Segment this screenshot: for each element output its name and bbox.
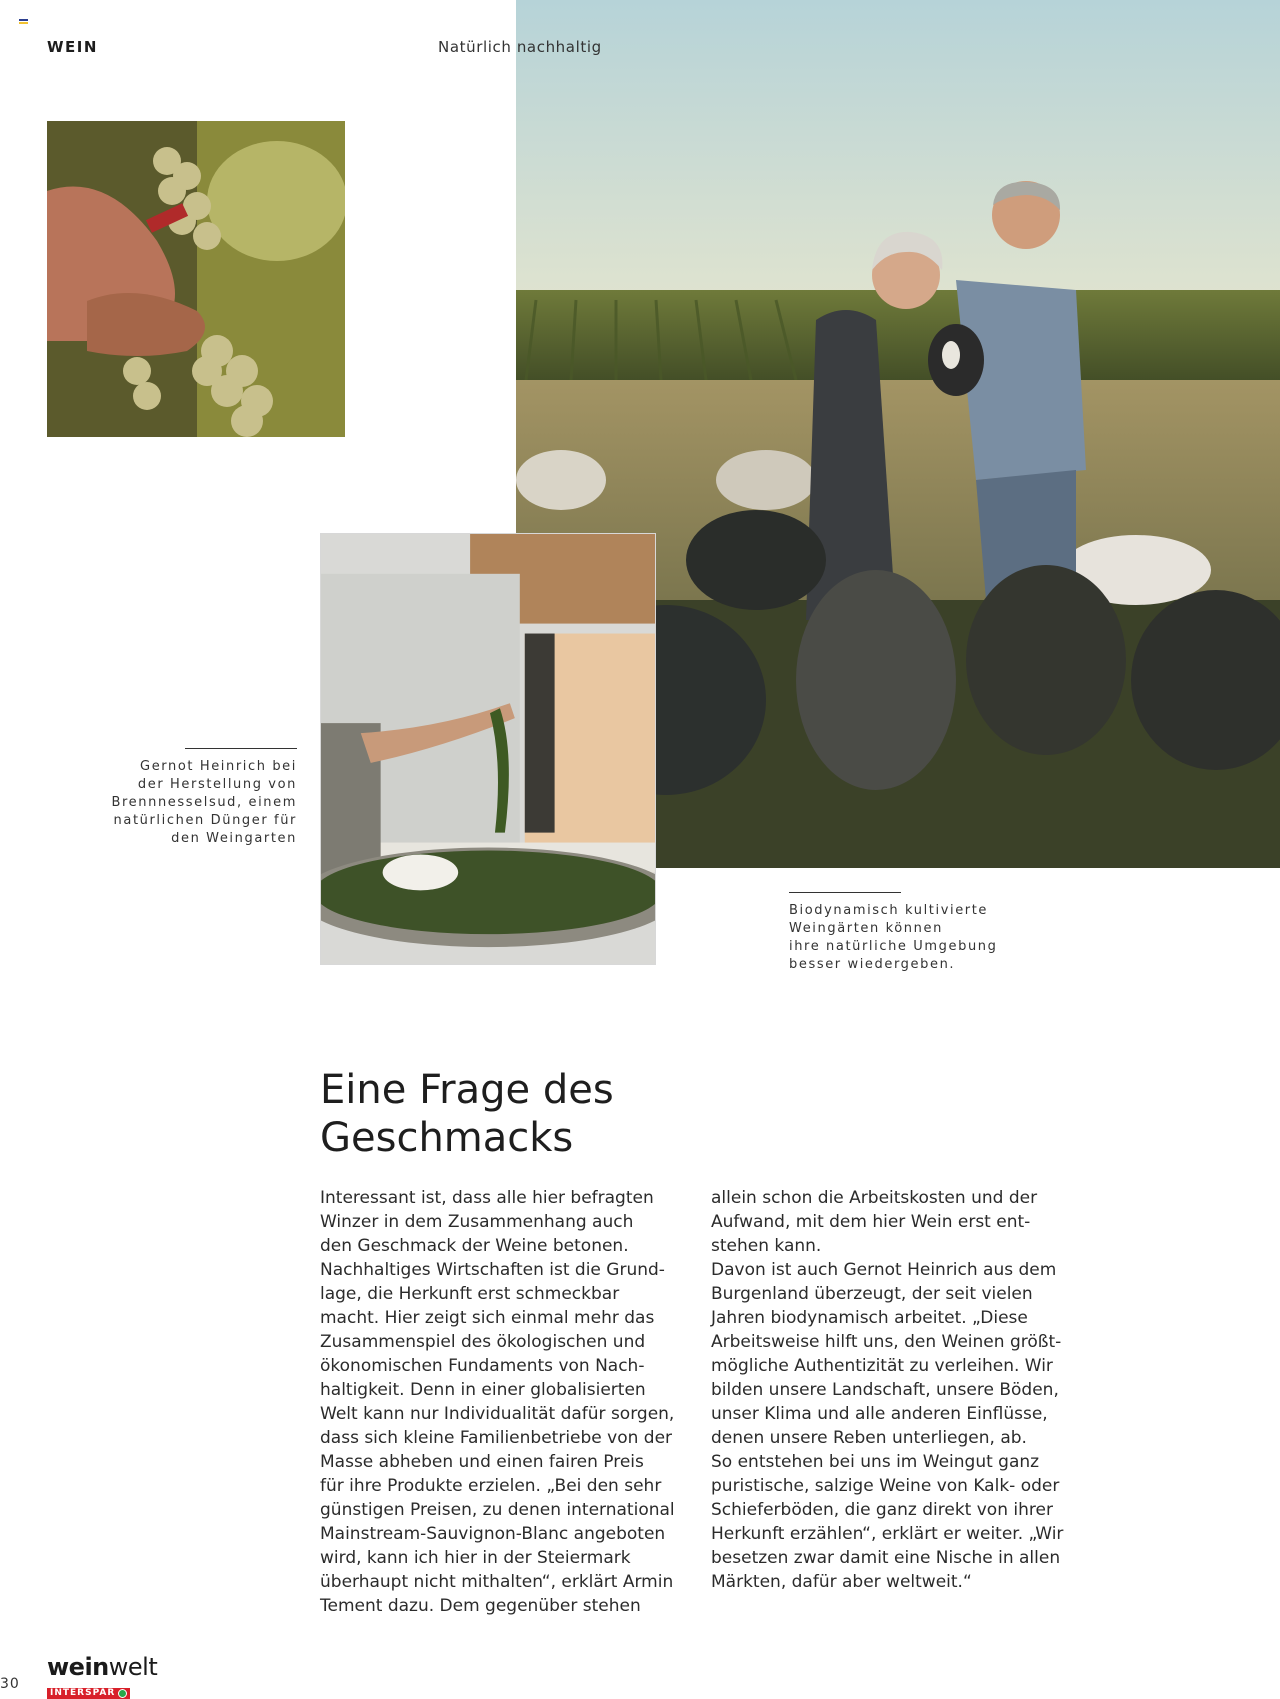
- text-line: für ihre Produkte erzielen. „Bei den sehr: [320, 1476, 662, 1496]
- caption-rule: [185, 748, 297, 749]
- page-number: 30: [0, 1676, 20, 1692]
- text-line: Märkten, dafür aber weltweit.“: [711, 1572, 972, 1592]
- text-line: Zusammenspiel des ökologischen und: [320, 1332, 646, 1352]
- caption-line: natürlichen Dünger für: [113, 813, 297, 828]
- text-line: So entstehen bei uns im Weingut ganz: [711, 1452, 1040, 1472]
- text-line: bilden unsere Landschaft, unsere Böden,: [711, 1380, 1059, 1400]
- interspar-badge: [47, 1688, 130, 1699]
- section-label: WEIN: [47, 38, 98, 56]
- caption-nettle: [96, 758, 297, 848]
- text-line: Arbeitsweise hilft uns, den Weinen größt-: [711, 1332, 1062, 1352]
- text-line: Herkunft erzählen“, erklärt er weiter. „Wir: [711, 1524, 1064, 1544]
- text-line: dass sich kleine Familienbetriebe von der: [320, 1428, 673, 1448]
- text-line: Schieferböden, die ganz direkt von ihrer: [711, 1500, 1053, 1520]
- text-line: Winzer in dem Zusammenhang auch: [320, 1212, 634, 1232]
- text-line: wird, kann ich hier in der Steiermark: [320, 1548, 631, 1568]
- text-line: Aufwand, mit dem hier Wein erst ent-: [711, 1212, 1031, 1232]
- caption-line: Weingärten können: [789, 921, 943, 936]
- caption-line: Gernot Heinrich bei: [140, 759, 297, 774]
- article-heading: [320, 1066, 840, 1162]
- text-line: denen unsere Reben unterliegen, ab.: [711, 1428, 1027, 1448]
- text-line: ökonomischen Fundaments von Nach-: [320, 1356, 645, 1376]
- caption-line: den Weingarten: [171, 831, 297, 846]
- text-line: Welt kann nur Individualität dafür sorgen,: [320, 1404, 675, 1424]
- grapes-photo: [47, 121, 345, 437]
- text-line: puristische, salzige Weine von Kalk- oder: [711, 1476, 1060, 1496]
- flag-icon: [19, 19, 28, 26]
- text-line: allein schon die Arbeitskosten und der: [711, 1188, 1038, 1208]
- heading-line: Geschmacks: [320, 1115, 574, 1161]
- text-line: Davon ist auch Gernot Heinrich aus dem: [711, 1260, 1057, 1280]
- article-column-right: [711, 1186, 1081, 1594]
- text-line: Tement dazu. Dem gegenüber stehen: [320, 1596, 641, 1616]
- text-line: macht. Hier zeigt sich einmal mehr das: [320, 1308, 655, 1328]
- caption-line: Brennnesselsud, einem: [111, 795, 297, 810]
- text-line: mögliche Authentizität zu verleihen. Wir: [711, 1356, 1053, 1376]
- running-title: Natürlich nachhaltig: [438, 38, 602, 56]
- text-line: stehen kann.: [711, 1236, 822, 1256]
- caption-line: Biodynamisch kultivierte: [789, 903, 989, 918]
- text-line: Masse abheben und einen fairen Preis: [320, 1452, 644, 1472]
- text-line: besetzen zwar damit eine Nische in allen: [711, 1548, 1061, 1568]
- article-column-left: [320, 1186, 680, 1618]
- text-line: Interessant ist, dass alle hier befragten: [320, 1188, 654, 1208]
- nettle-photo: [320, 533, 656, 965]
- badge-label: INTERSPAR: [50, 1688, 116, 1698]
- weinwelt-logo: [47, 1654, 157, 1699]
- caption-vineyard: [789, 902, 1039, 974]
- spar-dot-icon: [118, 1689, 127, 1698]
- text-line: Nachhaltiges Wirtschaften ist die Grund-: [320, 1260, 665, 1280]
- logo-word-bold: wein: [47, 1653, 109, 1681]
- text-line: überhaupt nicht mithalten“, erklärt Armin: [320, 1572, 674, 1592]
- caption-line: besser wiedergeben.: [789, 957, 956, 972]
- text-line: lage, die Herkunft erst schmeckbar: [320, 1284, 620, 1304]
- text-line: Burgenland überzeugt, der seit vielen: [711, 1284, 1033, 1304]
- text-line: haltigkeit. Denn in einer globalisierten: [320, 1380, 646, 1400]
- caption-rule: [789, 892, 901, 893]
- caption-line: der Herstellung von: [137, 777, 297, 792]
- text-line: günstigen Preisen, zu denen international: [320, 1500, 675, 1520]
- logo-word-light: welt: [108, 1653, 158, 1681]
- text-line: Mainstream-Sauvignon-Blanc angeboten: [320, 1524, 666, 1544]
- text-line: Jahren biodynamisch arbeitet. „Diese: [711, 1308, 1028, 1328]
- text-line: den Geschmack der Weine betonen.: [320, 1236, 629, 1256]
- caption-line: ihre natürliche Umgebung: [789, 939, 998, 954]
- text-line: unser Klima und alle anderen Einflüsse,: [711, 1404, 1048, 1424]
- heading-line: Eine Frage des: [320, 1067, 614, 1113]
